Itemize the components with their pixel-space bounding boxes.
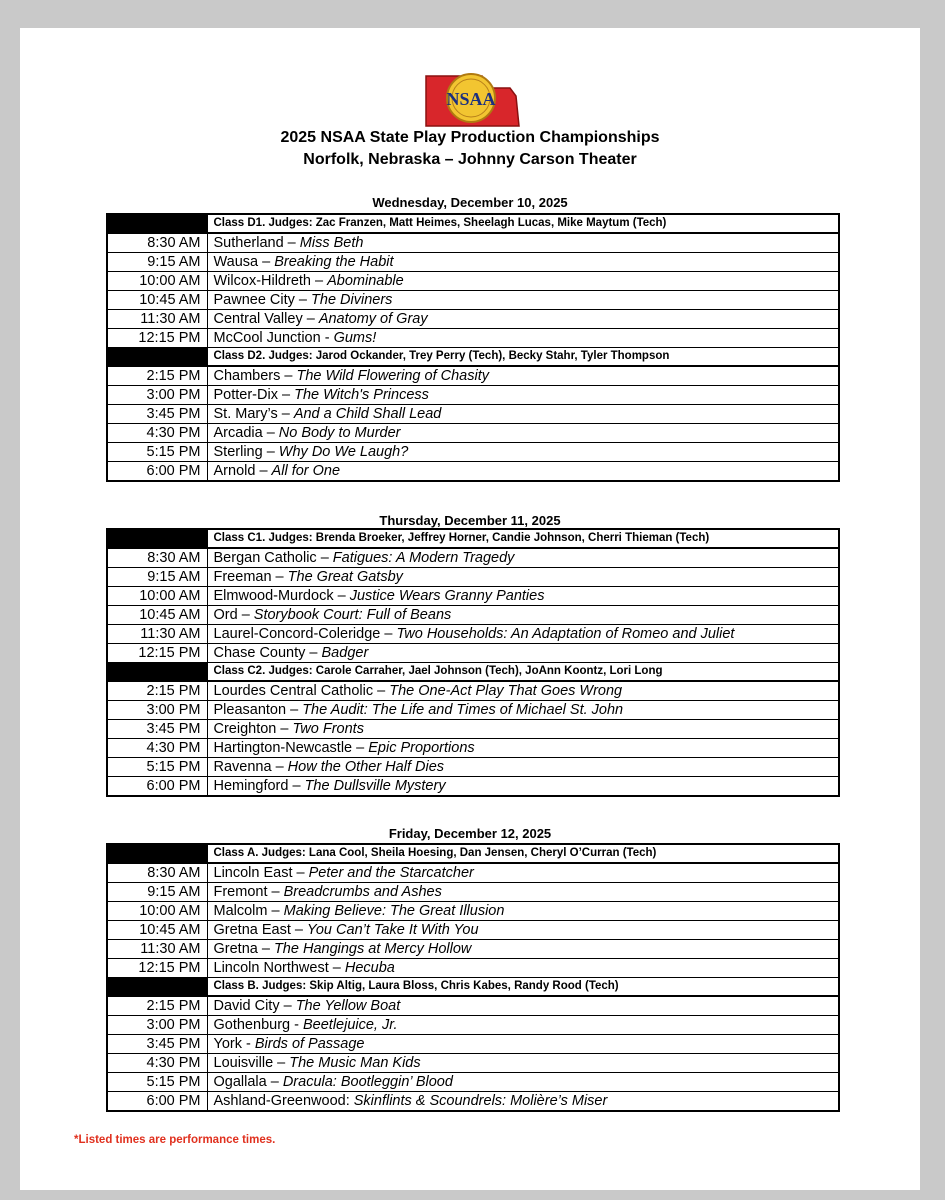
play-title: Fatigues: A Modern Tragedy (332, 550, 515, 566)
play-title: The Hangings at Mercy Hollow (273, 941, 472, 957)
performance-cell (207, 625, 839, 644)
performance-cell (207, 310, 839, 329)
performance-time: 3:45 PM (107, 405, 207, 424)
schedule-row (107, 462, 839, 482)
school-name: Sutherland – (213, 235, 300, 251)
performance-cell (207, 863, 839, 883)
performance-cell (207, 329, 839, 348)
school-name: Gretna – (213, 941, 274, 957)
school-name: Arcadia – (213, 425, 279, 441)
play-title: The Music Man Kids (289, 1055, 421, 1071)
school-name: Elmwood-Murdock – (213, 588, 350, 604)
play-title: The Wild Flowering of Chasity (296, 368, 489, 384)
performance-time: 8:30 AM (107, 863, 207, 883)
performance-cell (207, 959, 839, 978)
school-name: Sterling – (213, 444, 279, 460)
performance-time: 10:45 AM (107, 606, 207, 625)
performance-cell (207, 720, 839, 739)
schedule-table-friday (106, 843, 840, 1112)
play-title: Justice Wears Granny Panties (349, 588, 545, 604)
play-title: The Diviners (311, 292, 393, 308)
performance-cell (207, 996, 839, 1016)
judges-label: Class A. Judges: Lana Cool, Sheila Hoesing, Dan Jensen, Cheryl O’Curran (Tech) (207, 844, 839, 863)
performance-time: 10:00 AM (107, 902, 207, 921)
play-title: Dracula: Bootleggin’ Blood (282, 1074, 453, 1090)
performance-time: 10:00 AM (107, 272, 207, 291)
school-name: Freeman – (213, 569, 288, 585)
play-title: And a Child Shall Lead (293, 406, 442, 422)
school-name: Gretna East – (213, 922, 307, 938)
play-title: The Witch's Princess (294, 387, 429, 403)
play-title: Two Fronts (292, 721, 364, 737)
play-title: Why Do We Laugh? (278, 444, 409, 460)
school-name: Arnold – (213, 463, 272, 479)
schedule-row (107, 996, 839, 1016)
schedule-row (107, 424, 839, 443)
nsaa-logo (422, 62, 522, 138)
play-title: Skinflints & Scoundrels: Molière’s Miser (353, 1093, 608, 1109)
performance-time: 3:00 PM (107, 701, 207, 720)
school-name: Ravenna – (213, 759, 288, 775)
schedule-row (107, 366, 839, 386)
performance-cell (207, 272, 839, 291)
play-title: Breadcrumbs and Ashes (283, 884, 442, 900)
school-name: McCool Junction - (213, 330, 334, 346)
school-name: Lincoln Northwest – (213, 960, 345, 976)
school-name: Malcolm – (213, 903, 284, 919)
performance-cell (207, 739, 839, 758)
schedule-row (107, 310, 839, 329)
performance-time: 10:00 AM (107, 587, 207, 606)
play-title: Birds of Passage (254, 1036, 365, 1052)
play-title: Breaking the Habit (274, 254, 394, 270)
judges-label: Class D2. Judges: Jarod Ockander, Trey Perry (Tech), Becky Stahr, Tyler Thompson (207, 348, 839, 367)
schedule-row (107, 253, 839, 272)
schedule-row (107, 1035, 839, 1054)
play-title: The Yellow Boat (295, 998, 401, 1014)
performance-cell (207, 606, 839, 625)
play-title: The Great Gatsby (287, 569, 403, 585)
class-header-row (107, 348, 839, 367)
school-name: Chambers – (213, 368, 297, 384)
performance-time: 11:30 AM (107, 940, 207, 959)
performance-time: 9:15 AM (107, 253, 207, 272)
performance-time: 4:30 PM (107, 424, 207, 443)
school-name: Wilcox-Hildreth – (213, 273, 328, 289)
performance-cell (207, 940, 839, 959)
play-title: Anatomy of Gray (318, 311, 428, 327)
school-name: Fremont – (213, 884, 284, 900)
school-name: York - (213, 1036, 255, 1052)
performance-time: 2:15 PM (107, 996, 207, 1016)
schedule-row (107, 921, 839, 940)
schedule-row (107, 863, 839, 883)
performance-cell (207, 253, 839, 272)
school-name: Ogallala – (213, 1074, 283, 1090)
play-title: Abominable (327, 273, 404, 289)
play-title: Miss Beth (299, 235, 364, 251)
schedule-row (107, 1016, 839, 1035)
performance-time: 3:00 PM (107, 386, 207, 405)
class-header-row (107, 663, 839, 682)
performance-cell (207, 233, 839, 253)
schedule-row (107, 329, 839, 348)
play-title: Hecuba (344, 960, 395, 976)
play-title: Peter and the Starcatcher (308, 865, 474, 881)
school-name: Laurel-Concord-Coleridge – (213, 626, 397, 642)
performance-time: 2:15 PM (107, 366, 207, 386)
schedule-row (107, 959, 839, 978)
play-title: No Body to Murder (278, 425, 401, 441)
performance-time: 6:00 PM (107, 777, 207, 797)
judges-label: Class B. Judges: Skip Altig, Laura Bloss, Chris Kabes, Randy Rood (Tech) (207, 978, 839, 997)
performance-cell (207, 424, 839, 443)
performance-cell (207, 366, 839, 386)
schedule-row (107, 568, 839, 587)
performance-time: 5:15 PM (107, 1073, 207, 1092)
play-title: How the Other Half Dies (287, 759, 445, 775)
performance-cell (207, 386, 839, 405)
day-heading-thursday: Thursday, December 11, 2025 (379, 513, 561, 528)
play-title: You Can’t Take It With You (307, 922, 479, 938)
performance-cell (207, 462, 839, 482)
performance-time: 10:45 AM (107, 291, 207, 310)
schedule-row (107, 386, 839, 405)
performance-cell (207, 405, 839, 424)
school-name: Creighton – (213, 721, 293, 737)
performance-cell (207, 921, 839, 940)
performance-cell (207, 568, 839, 587)
document-page (20, 28, 920, 1190)
page-subtitle: Norfolk, Nebraska – Johnny Carson Theater (303, 151, 637, 168)
schedule-row (107, 758, 839, 777)
schedule-row (107, 606, 839, 625)
performance-time: 12:15 PM (107, 644, 207, 663)
schedule-row (107, 644, 839, 663)
school-name: Lincoln East – (213, 865, 309, 881)
performance-cell (207, 548, 839, 568)
play-title: Beetlejuice, Jr. (302, 1017, 398, 1033)
school-name: Potter-Dix – (213, 387, 295, 403)
header-black-cell (107, 214, 207, 233)
day-heading-friday: Friday, December 12, 2025 (388, 826, 552, 841)
schedule-row (107, 625, 839, 644)
performance-time: 6:00 PM (107, 1092, 207, 1112)
school-name: Pawnee City – (213, 292, 312, 308)
performance-time: 9:15 AM (107, 568, 207, 587)
performance-time: 12:15 PM (107, 959, 207, 978)
schedule-row (107, 940, 839, 959)
schedule-row (107, 272, 839, 291)
performance-time: 3:45 PM (107, 1035, 207, 1054)
schedule-row (107, 291, 839, 310)
performance-time: 11:30 AM (107, 625, 207, 644)
play-title: Badger (321, 645, 369, 661)
schedule-row (107, 443, 839, 462)
schedule-row (107, 1092, 839, 1112)
schedule-row (107, 405, 839, 424)
performance-cell (207, 758, 839, 777)
judges-label: Class D1. Judges: Zac Franzen, Matt Heimes, Sheelagh Lucas, Mike Maytum (Tech) (207, 214, 839, 233)
school-name: Louisville – (213, 1055, 290, 1071)
play-title: The Audit: The Life and Times of Michael St. John (302, 702, 624, 718)
performance-cell (207, 1073, 839, 1092)
performance-cell (207, 443, 839, 462)
school-name: Ashland-Greenwood: (213, 1093, 354, 1109)
class-header-row (107, 529, 839, 548)
school-name: Chase County – (213, 645, 322, 661)
performance-time: 4:30 PM (107, 1054, 207, 1073)
play-title: All for One (271, 463, 341, 479)
school-name: Central Valley – (213, 311, 319, 327)
school-name: Hemingford – (213, 778, 305, 794)
schedule-row (107, 701, 839, 720)
play-title: The One-Act Play That Goes Wrong (389, 683, 623, 699)
school-name: Ord – (213, 607, 254, 623)
performance-time: 6:00 PM (107, 462, 207, 482)
performance-time: 12:15 PM (107, 329, 207, 348)
school-name: Hartington-Newcastle – (213, 740, 369, 756)
day-heading-wednesday: Wednesday, December 10, 2025 (372, 195, 568, 210)
performance-cell (207, 777, 839, 797)
performance-time: 8:30 AM (107, 233, 207, 253)
schedule-row (107, 233, 839, 253)
schedule-row (107, 902, 839, 921)
schedule-table-wednesday (106, 213, 840, 482)
schedule-row (107, 720, 839, 739)
performance-time: 3:00 PM (107, 1016, 207, 1035)
play-title: The Dullsville Mystery (304, 778, 446, 794)
header-black-cell (107, 978, 207, 997)
schedule-row (107, 739, 839, 758)
school-name: Gothenburg - (213, 1017, 303, 1033)
play-title: Epic Proportions (368, 740, 475, 756)
play-title: Storybook Court: Full of Beans (253, 607, 452, 623)
performance-time: 10:45 AM (107, 921, 207, 940)
header-black-cell (107, 348, 207, 367)
school-name: Wausa – (213, 254, 275, 270)
play-title: Two Households: An Adaptation of Romeo and Juliet (396, 626, 735, 642)
header-black-cell (107, 663, 207, 682)
performance-time: 8:30 AM (107, 548, 207, 568)
schedule-row (107, 587, 839, 606)
play-title: Making Believe: The Great Illusion (283, 903, 505, 919)
schedule-table-thursday (106, 528, 840, 797)
performance-cell (207, 701, 839, 720)
play-title: Gums! (333, 330, 377, 346)
page-title: 2025 NSAA State Play Production Championships (280, 129, 660, 146)
performance-cell (207, 681, 839, 701)
performance-time: 4:30 PM (107, 739, 207, 758)
class-header-row (107, 214, 839, 233)
performance-time: 5:15 PM (107, 443, 207, 462)
performance-time: 3:45 PM (107, 720, 207, 739)
header-black-cell (107, 844, 207, 863)
school-name: St. Mary’s – (213, 406, 294, 422)
performance-cell (207, 902, 839, 921)
performance-cell (207, 587, 839, 606)
school-name: Lourdes Central Catholic – (213, 683, 390, 699)
school-name: Pleasanton – (213, 702, 303, 718)
schedule-row (107, 1073, 839, 1092)
school-name: David City – (213, 998, 296, 1014)
school-name: Bergan Catholic – (213, 550, 333, 566)
performance-time: 9:15 AM (107, 883, 207, 902)
svg-text:NSAA: NSAA (446, 89, 496, 109)
class-header-row (107, 844, 839, 863)
performance-cell (207, 1092, 839, 1112)
performance-cell (207, 883, 839, 902)
schedule-row (107, 548, 839, 568)
performance-cell (207, 1016, 839, 1035)
judges-label: Class C1. Judges: Brenda Broeker, Jeffrey Horner, Candie Johnson, Cherri Thieman (Tech) (207, 529, 839, 548)
performance-cell (207, 1054, 839, 1073)
judges-label: Class C2. Judges: Carole Carraher, Jael Johnson (Tech), JoAnn Koontz, Lori Long (207, 663, 839, 682)
schedule-row (107, 883, 839, 902)
schedule-row (107, 1054, 839, 1073)
performance-time: 2:15 PM (107, 681, 207, 701)
class-header-row (107, 978, 839, 997)
performance-time: 5:15 PM (107, 758, 207, 777)
header-black-cell (107, 529, 207, 548)
performance-cell (207, 644, 839, 663)
performance-cell (207, 1035, 839, 1054)
schedule-row (107, 777, 839, 797)
performance-cell (207, 291, 839, 310)
schedule-row (107, 681, 839, 701)
footnote: *Listed times are performance times. (74, 1134, 276, 1146)
performance-time: 11:30 AM (107, 310, 207, 329)
